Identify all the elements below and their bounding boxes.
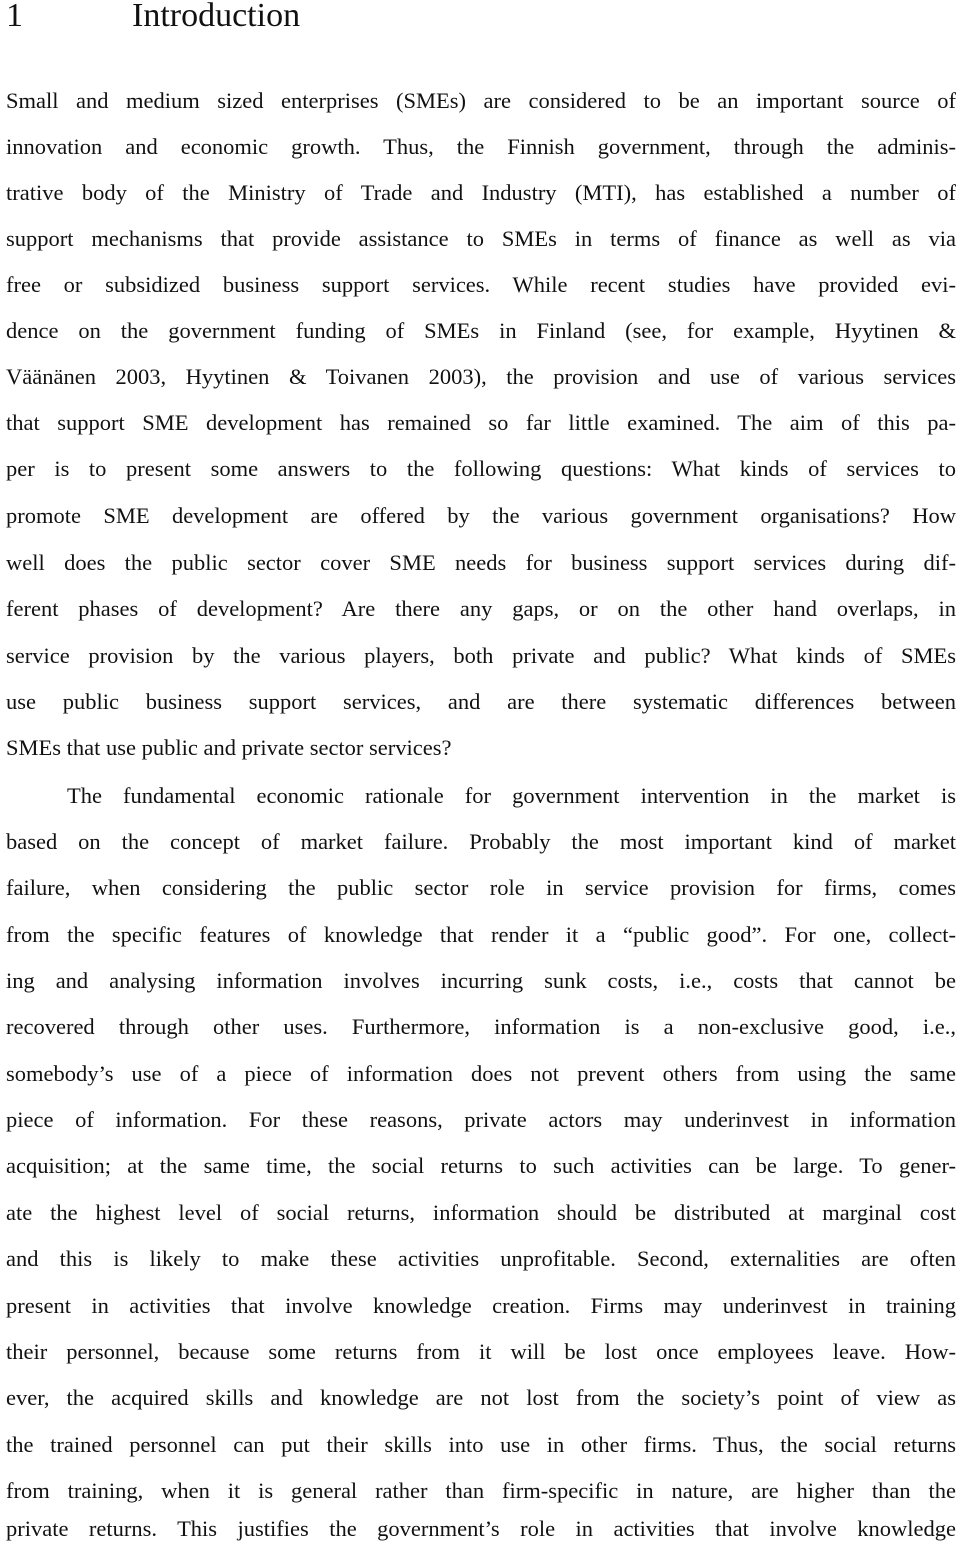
text-line: Small and medium sized enterprises (SMEs) are considered to be an important source of — [6, 88, 956, 113]
text-line: SMEs that use public and private sector services? — [6, 735, 452, 760]
text-line: dence on the government funding of SMEs in Finland (see, for example, Hyytinen & — [6, 318, 956, 343]
text-line: free or subsidized business support services. While recent studies have provided evi- — [6, 272, 956, 297]
text-line: somebody’s use of a piece of information does not prevent others from using the same — [6, 1061, 956, 1086]
text-line: from the specific features of knowledge that render it a “public good”. For one, collect- — [6, 922, 956, 947]
text-line: trative body of the Ministry of Trade and Industry (MTI), has established a number of — [6, 180, 956, 205]
text-line: use public business support services, and are there systematic differences between — [6, 689, 956, 714]
text-line: acquisition; at the same time, the social returns to such activities can be large. To gener- — [6, 1153, 956, 1178]
text-line: Väänänen 2003, Hyytinen & Toivanen 2003), the provision and use of various services — [6, 364, 956, 389]
text-line: that support SME development has remained so far little examined. The aim of this pa- — [6, 410, 956, 435]
text-line: the trained personnel can put their skills into use in other firms. Thus, the social returns — [6, 1432, 956, 1457]
text-line: from training, when it is general rather than firm-specific in nature, are higher than the — [6, 1478, 956, 1503]
text-line: ing and analysing information involves incurring sunk costs, i.e., costs that cannot be — [6, 968, 956, 993]
text-line: private returns. This justifies the government’s role in activities that involve knowledge — [6, 1516, 956, 1541]
text-line: and this is likely to make these activities unprofitable. Second, externalities are often — [6, 1246, 956, 1271]
text-line: per is to present some answers to the following questions: What kinds of services to — [6, 456, 956, 481]
text-line: failure, when considering the public sector role in service provision for firms, comes — [6, 875, 956, 900]
text-line: service provision by the various players, both private and public? What kinds of SMEs — [6, 643, 956, 668]
section-heading — [6, 0, 300, 38]
text-line: The fundamental economic rationale for government intervention in the market is — [67, 783, 956, 808]
text-line: piece of information. For these reasons, private actors may underinvest in information — [6, 1107, 956, 1132]
section-title: Introduction — [132, 0, 301, 34]
text-line: innovation and economic growth. Thus, the Finnish government, through the adminis- — [6, 134, 956, 159]
text-line: ferent phases of development? Are there any gaps, or on the other hand overlaps, in — [6, 596, 956, 621]
text-line: support mechanisms that provide assistance to SMEs in terms of finance as well as via — [6, 226, 956, 251]
text-line: their personnel, because some returns from it will be lost once employees leave. How- — [6, 1339, 956, 1364]
text-line: ate the highest level of social returns, information should be distributed at marginal cost — [6, 1200, 956, 1225]
text-line: based on the concept of market failure. Probably the most important kind of market — [6, 829, 956, 854]
text-line: ever, the acquired skills and knowledge are not lost from the society’s point of view as — [6, 1385, 956, 1410]
text-line: promote SME development are offered by the various government organisations? How — [6, 503, 956, 528]
text-line: well does the public sector cover SME needs for business support services during dif- — [6, 550, 956, 575]
text-line: recovered through other uses. Furthermore, information is a non-exclusive good, i.e., — [6, 1014, 956, 1039]
text-line: present in activities that involve knowledge creation. Firms may underinvest in training — [6, 1293, 956, 1318]
section-number: 1 — [6, 0, 23, 34]
